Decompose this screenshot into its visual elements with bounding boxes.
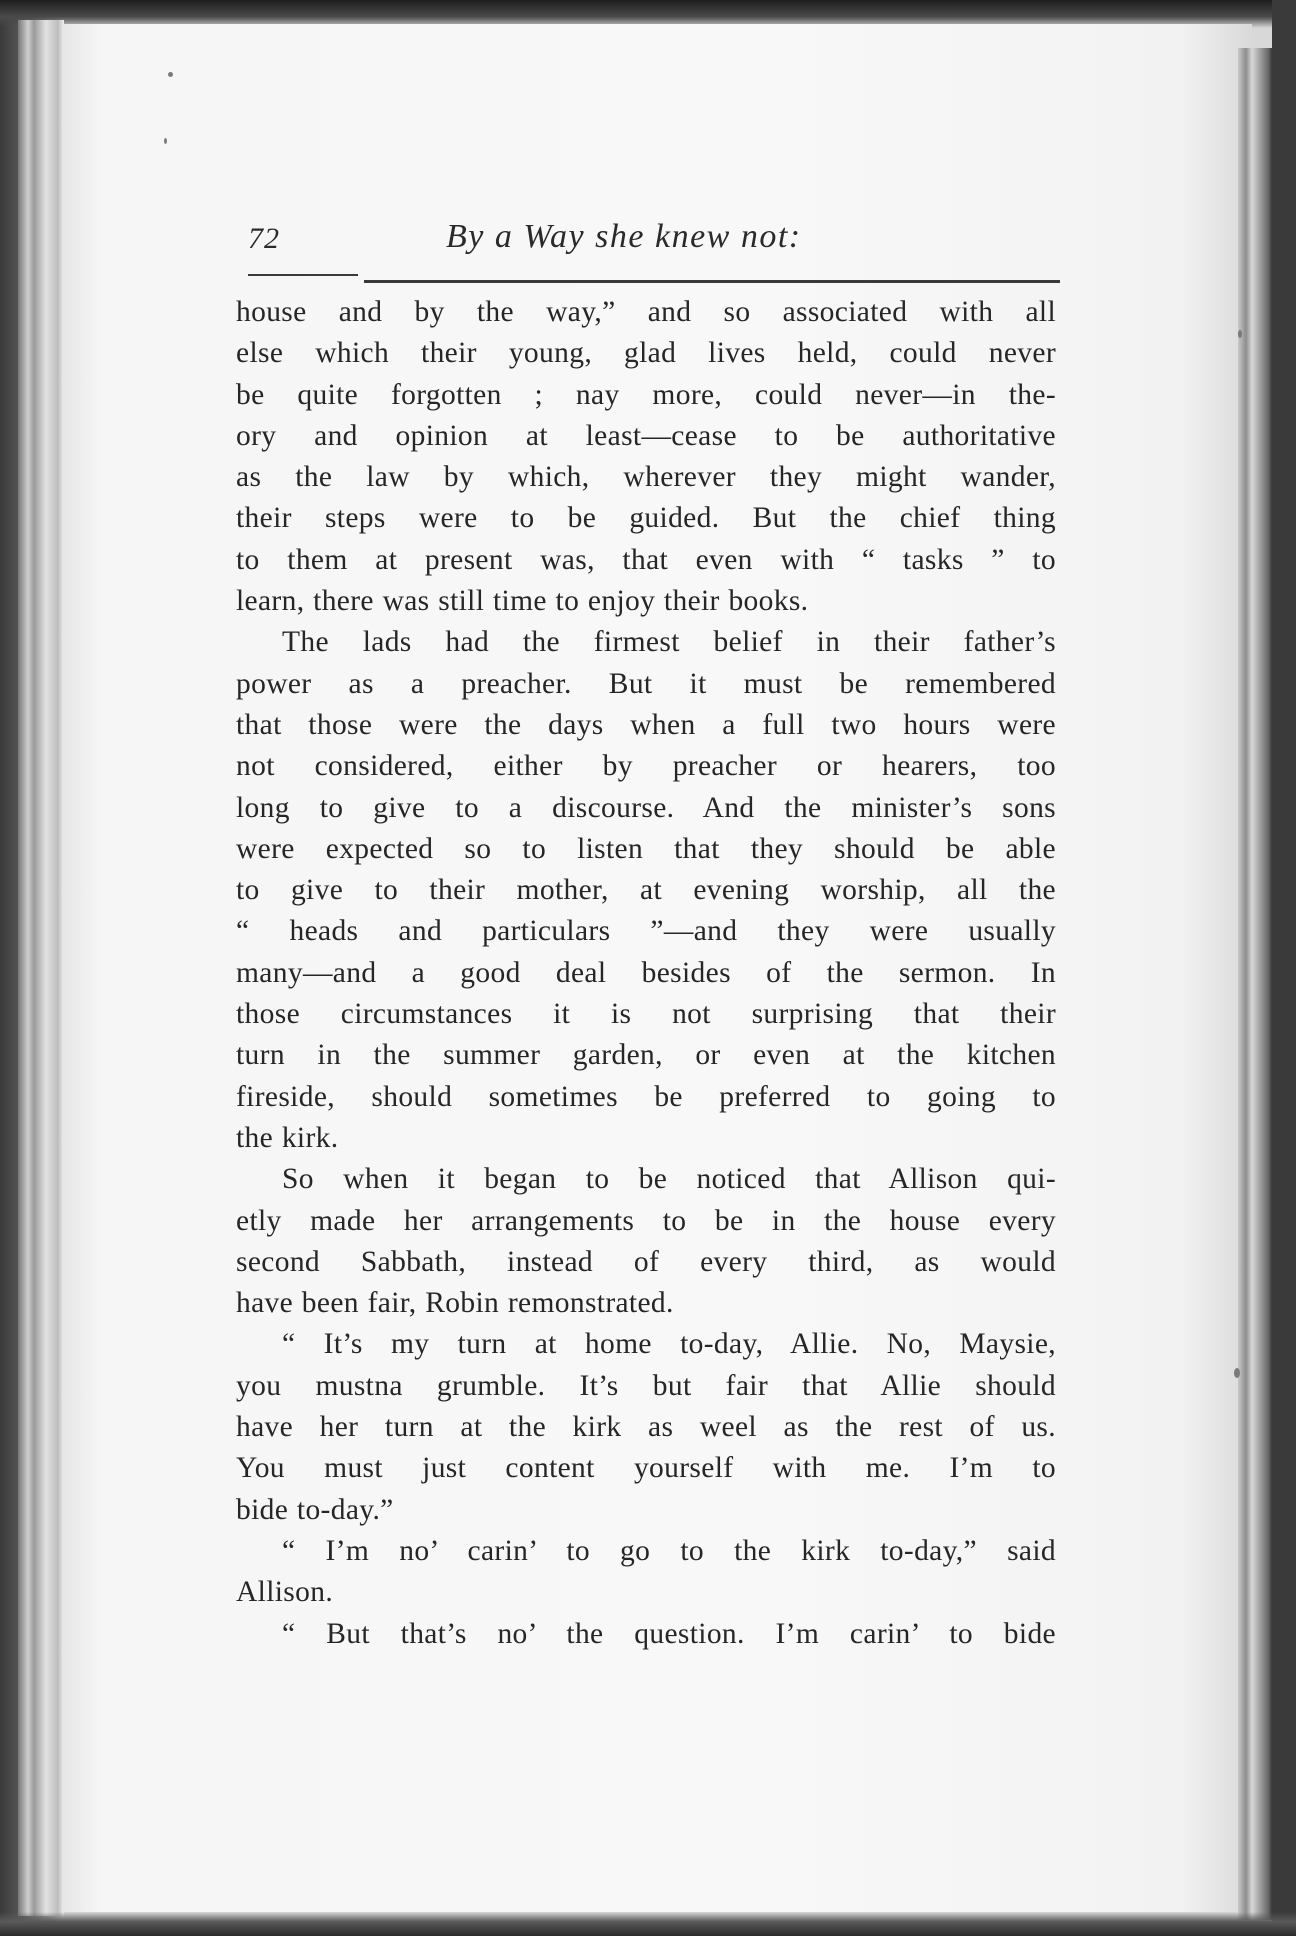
- text-line: have been fair, Robin remonstrated.: [236, 1287, 674, 1320]
- header-rule-short: [248, 274, 358, 276]
- text-line: many—and a good deal besides of the sermon. In: [236, 956, 1056, 989]
- text-line: house and by the way,” and so associated with all: [236, 296, 1056, 328]
- text-line: be quite forgotten ; nay more, could never—in the-: [236, 378, 1056, 411]
- text-line: the kirk.: [236, 1121, 339, 1154]
- text-line: turn in the summer garden, or even at the kitchen: [236, 1039, 1056, 1072]
- text-line: that those were the days when a full two hours were: [236, 708, 1056, 741]
- text-line: “ heads and particulars ”—and they were usually: [236, 915, 1056, 948]
- text-line: were expected so to listen that they should be able: [236, 832, 1056, 865]
- text-line: “ But that’s no’ the question. I’m carin’ to bide: [282, 1617, 1056, 1650]
- text-line: as the law by which, wherever they might wander,: [236, 461, 1056, 494]
- text-line: So when it began to be noticed that Allison qui-: [282, 1163, 1056, 1196]
- text-line: to give to their mother, at evening worship, all the: [236, 874, 1056, 907]
- text-line: else which their young, glad lives held, could never: [236, 337, 1056, 370]
- text-line: to them at present was, that even with “ tasks ” to: [236, 543, 1056, 576]
- scan-bottom-shadow: [0, 1912, 1296, 1936]
- text-line: their steps were to be guided. But the chief thing: [236, 502, 1056, 535]
- text-line: learn, there was still time to enjoy their books.: [236, 585, 809, 618]
- text-line: etly made her arrangements to be in the house every: [236, 1204, 1056, 1237]
- running-head-title: By a Way she knew not:: [446, 218, 802, 255]
- text-line: “ It’s my turn at home to-day, Allie. No, Maysie,: [282, 1328, 1056, 1361]
- scan-speck: [164, 138, 167, 144]
- scan-speck: [1238, 330, 1242, 338]
- scan-right-border: [1272, 0, 1296, 1936]
- text-line: bide to-day.”: [236, 1493, 394, 1526]
- text-line: second Sabbath, instead of every third, as would: [236, 1245, 1056, 1278]
- text-line: power as a preacher. But it must be remembered: [236, 667, 1056, 700]
- body-text: [236, 292, 1056, 1655]
- text-line: not considered, either by preacher or hearers, too: [236, 750, 1056, 783]
- text-line: ory and opinion at least—cease to be authoritative: [236, 419, 1056, 452]
- text-line: have her turn at the kirk as weel as the rest of us.: [236, 1411, 1056, 1444]
- scan-speck: [168, 72, 173, 77]
- book-spine-edge: [18, 20, 64, 1916]
- text-line: The lads had the firmest belief in their father’s: [282, 626, 1056, 659]
- text-line: long to give to a discourse. And the minister’s sons: [236, 791, 1056, 824]
- text-line: Allison.: [236, 1576, 334, 1609]
- header-rule-long: [364, 280, 1060, 283]
- text-line: You must just content yourself with me. I’m to: [236, 1452, 1056, 1485]
- page-stack-edge: [1238, 48, 1272, 1920]
- scan-speck: [1234, 1368, 1240, 1378]
- text-line: fireside, should sometimes be preferred to going to: [236, 1080, 1056, 1113]
- text-line: you mustna grumble. It’s but fair that Allie should: [236, 1369, 1056, 1402]
- page-number: 72: [248, 222, 280, 255]
- text-line: those circumstances it is not surprising that their: [236, 998, 1056, 1031]
- text-line: “ I’m no’ carin’ to go to the kirk to-day,” said: [282, 1534, 1056, 1567]
